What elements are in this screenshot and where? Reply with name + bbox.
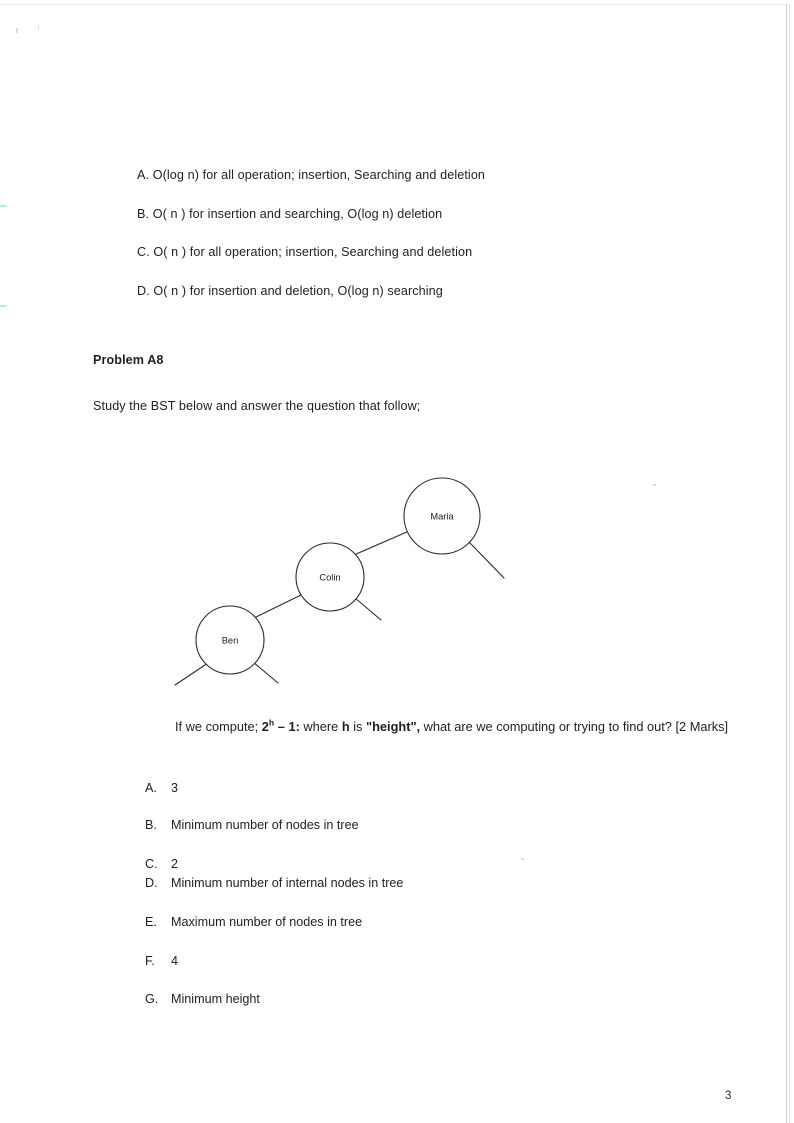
option-c-text: 2 [171,857,179,871]
formula-tail: – 1: [277,719,300,734]
formula-base: 2 [261,719,269,734]
stem-lead: If we compute; [175,719,259,734]
previous-option-b: B. O( n ) for insertion and searching, O(log n) deletion [137,207,443,221]
scan-edge-right [786,4,787,1123]
bst-node-label: Ben [221,635,239,646]
option-b-text: Minimum number of nodes in tree [171,818,359,832]
option-b-letter: B. [145,818,157,832]
page-number: 3 [725,1090,732,1102]
option-e-text: Maximum number of nodes in tree [171,915,363,929]
option-c-letter: C. [145,857,158,871]
previous-option-a: A. O(log n) for all operation; insertion, Searching and deletion [137,168,486,182]
option-f[interactable] [145,953,178,970]
scan-speck [521,858,524,860]
scan-speck [16,28,18,33]
bst-diagram [150,455,550,705]
option-d-letter: D. [145,876,158,890]
option-d[interactable] [145,875,403,892]
stem-quoted-height: "height", [366,719,421,734]
option-g-text: Minimum height [171,992,260,1006]
formula-exponent: h [268,717,275,728]
option-a[interactable] [145,780,178,797]
option-a-letter: A. [145,781,157,795]
bst-edge [355,598,381,620]
previous-option-d: D. O( n ) for insertion and deletion, O(log n) searching [137,284,443,298]
scan-speck [653,484,656,486]
stem-variable: h [341,719,350,734]
bst-node-label: Colin [319,572,341,583]
option-e[interactable] [145,914,362,931]
hole-punch-mark [0,205,7,207]
option-d-text: Minimum number of internal nodes in tree [171,876,404,890]
option-g-letter: G. [145,992,159,1006]
bst-edge [354,531,409,555]
hole-punch-mark [0,305,7,307]
problem-instruction: Study the BST below and answer the question that follow; [93,399,421,413]
scan-speck [38,25,39,29]
scan-edge-top [0,4,788,5]
option-f-text: 4 [171,954,179,968]
question-stem [175,716,733,737]
bst-nodes [196,478,480,674]
bst-node-label: Maria [430,511,454,522]
stem-mid: where [303,719,339,734]
option-b[interactable] [145,817,359,834]
option-a-text: 3 [171,781,179,795]
option-c[interactable] [145,856,178,873]
bst-edge [175,663,208,685]
option-e-letter: E. [145,915,157,929]
bst-edge [254,594,303,618]
option-f-letter: F. [145,954,155,968]
previous-option-c: C. O( n ) for all operation; insertion, Searching and deletion [137,245,473,259]
problem-heading: Problem A8 [93,353,164,367]
stem-rest: what are we computing or trying to find out? [2 Marks] [423,719,729,734]
option-g[interactable] [145,991,260,1008]
bst-edge [253,662,278,683]
bst-edge [470,543,504,578]
stem-is: is [353,719,363,734]
scan-edge-right-shadow [789,4,790,1123]
